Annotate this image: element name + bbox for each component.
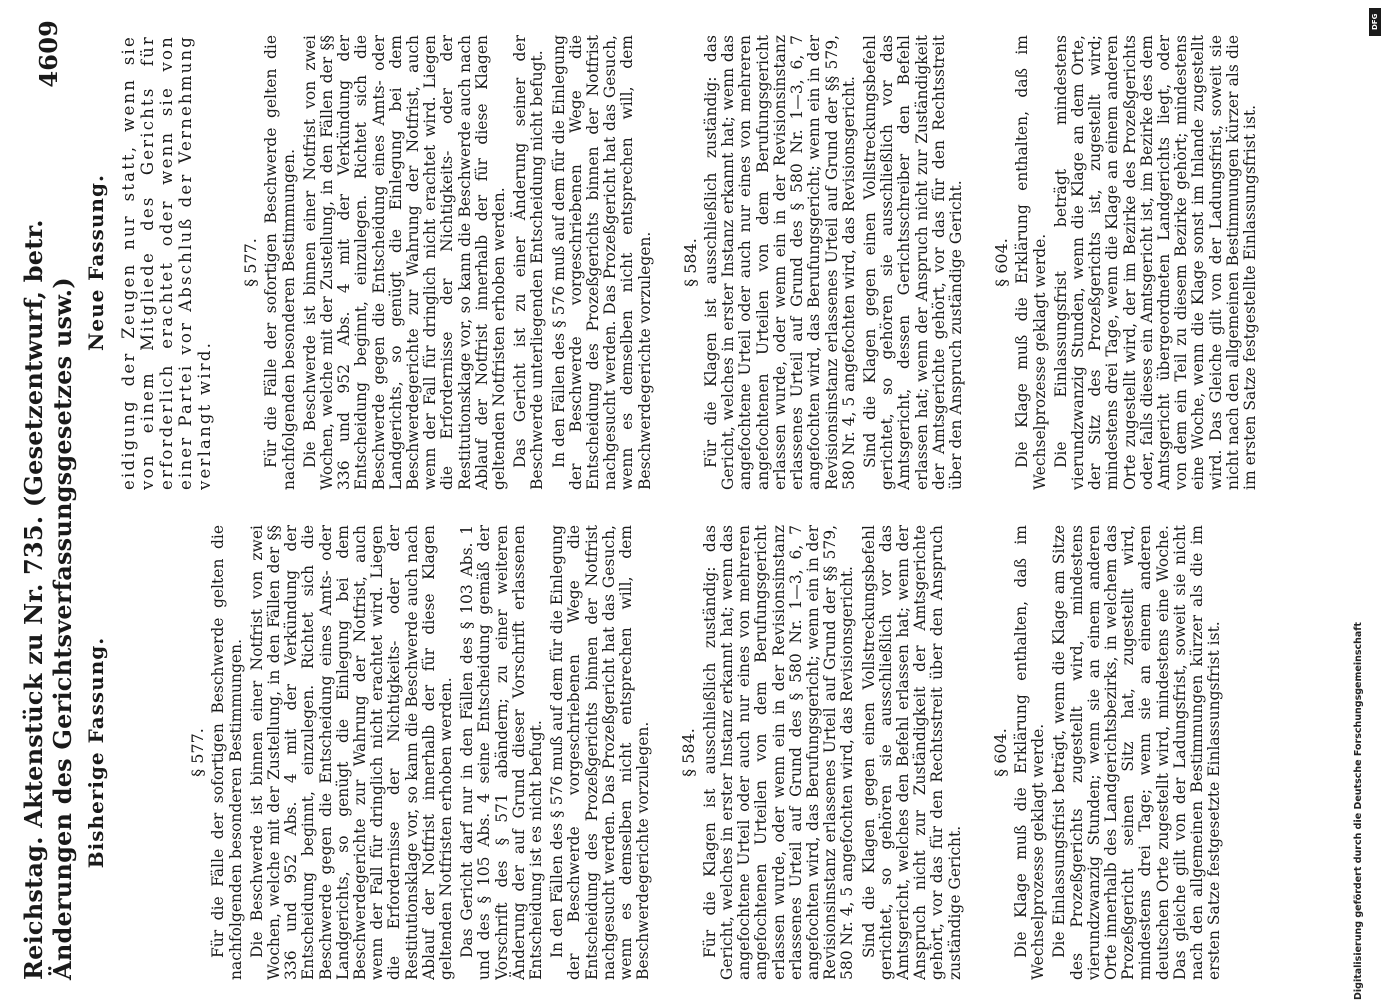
digitization-note-text: Digitalisierung gefördert durch die Deutsche Forschungsgemeinschaft	[1353, 622, 1364, 1000]
column-new-version	[82, 35, 1312, 490]
section-577-para-2: Die Beschwerde ist binnen einer Notfrist von zwei Wochen, welche mit der Zustellung, in den Fällen der §§ 336 und 952 Abs. 4 mit der Verkündung der Entscheidung beginnt, einzulegen. Richtet sich die Beschwerde gegen die Entscheidung eines Amts- oder Landgerichts, so genügt die Einlegung bei dem Beschwerdegerichte zur Wahrung der Notfrist, auch wenn der Fall für dringlich nicht erachtet wird. Liegen die Erfordernisse der Nichtigkeits- oder der Restitutionsklage vor, so kann die Beschwerde auch nach Ablauf der Notfrist innerhalb der für diese Klagen geltenden Notfristen erhoben werden.	[300, 35, 509, 490]
dfg-logo: DFG	[1369, 8, 1381, 36]
section-584-para-1: Für die Klagen ist ausschließlich zuständig: das Gericht, welches in erster Instanz erkannt hat; wenn das angefochtene Urteil oder auch nur eines von mehreren angefochtenen Urteilen von dem Berufungsgericht erlassen wurde, oder wenn ein in der Revisionsinstanz erlassenes Urteil auf Grund des § 580 Nr. 1—3, 6, 7 angefochten wird, das Berufungsgericht; wenn ein in der Revisionsinstanz erlassenes Urteil auf Grund der §§ 579, 580 Nr. 4, 5 angefochten wird, das Revisionsgericht.	[700, 525, 857, 980]
section-577-para-2: Die Beschwerde ist binnen einer Notfrist von zwei Wochen, welche mit der Zustellung, in den Fällen der §§ 336 und 952 Abs. 4 mit der Verkündung der Entscheidung beginnt, einzulegen. Richtet sich die Beschwerde gegen die Entscheidung eines Amts- oder Landgerichts, so genügt die Einlegung bei dem Beschwerdegerichte zur Wahrung der Notfrist, auch wenn der Fall für dringlich nicht erachtet wird. Liegen die Erfordernisse der Nichtigkeits- oder der Restitutionsklage vor, so kann die Beschwerde auch nach Ablauf der Notfrist innerhalb der für diese Klagen geltenden Notfristen erhoben werden.	[247, 525, 456, 980]
section-604-para-2: Die Einlassungsfrist beträgt, wenn die Klage am Sitze des Prozeßgerichts zugestellt wird, mindestens vierundzwanzig Stunden; wenn sie an einem anderen Orte innerhalb des Landgerichtsbezirks, in welchem das Prozeßgericht seinen Sitz hat, zugestellt wird, mindestens drei Tage; wenn sie an einem anderen deutschen Orte zugestellt wird, mindestens eine Woche. Das gleiche gilt von der Ladungsfrist, soweit sie nicht nach den allgemeinen Bestimmungen kürzer als die im ersten Satze festgesetzte Einlassungsfrist ist.	[1050, 525, 1224, 980]
section-577-para-4: In den Fällen des § 576 muß auf dem für die Einlegung der Beschwerde vorgeschriebenen Wege die Entscheidung des Prozeßgerichts binnen der Notfrist nachgesucht werden. Das Prozeßgericht hat das Gesuch, wenn es demselben nicht entsprechen will, dem Beschwerdegerichte vorzulegen.	[549, 35, 654, 490]
header-title: Reichstag. Aktenstück zu Nr. 735. (Gesetzentwurf, betr. Änderungen des Gerichtsverfassungsgesetzes usw.)	[19, 219, 77, 980]
section-577-label: § 577.	[188, 728, 208, 777]
section-577-para-4: In den Fällen des § 576 muß auf dem für die Einlegung der Beschwerde vorgeschriebenen Wege die Entscheidung des Prozeßgerichts binnen der Notfrist nachgesucht werden. Das Prozeßgericht hat das Gesuch, wenn es demselben nicht entsprechen will, dem Beschwerdegerichte vorzulegen.	[548, 525, 653, 980]
section-604-label: § 604.	[992, 238, 1012, 287]
section-577-label: § 577.	[241, 238, 261, 287]
section-577-para-1: Für die Fälle der sofortigen Beschwerde gelten die nachfolgenden besonderen Bestimmungen.	[209, 525, 245, 980]
section-604-para-2: Die Einlassungsfrist beträgt mindestens vierundzwanzig Stunden, wenn die Klage an dem Orte, der Sitz des Prozeßgerichts ist, zugestellt wird; mindestens drei Tage, wenn die Klage an einem anderen Orte zugestellt wird, der im Bezirke des Prozeßgerichts oder, falls dieses ein Amtsgericht ist, im Bezirke des dem Amtsgericht übergeordneten Landgerichts liegt, oder von dem ein Teil zu diesem Bezirke gehört; mindestens eine Woche, wenn die Klage sonst im Inlande zugestellt wird. Das Gleiche gilt von der Ladungsfrist, soweit sie nicht nach den allgemeinen Bestimmungen kürzer als die im ersten Satze festgestellte Einlassungsfrist ist.	[1051, 35, 1259, 490]
section-577-para-3: Das Gericht ist zu einer Änderung seiner der Beschwerde unterliegenden Entscheidung nicht befugt.	[511, 35, 547, 490]
document-page	[20, 20, 1320, 980]
section-577-para-3: Das Gericht darf nur in den Fällen des § 103 Abs. 1 und des § 105 Abs. 4 seine Entscheidung gemäß der Vorschrift des § 571 abändern; zu einer weiteren Änderung der auf Grund dieser Vorschrift erlassenen Entscheidung ist es nicht befugt.	[458, 525, 546, 980]
section-577-para-1: Für die Fälle der sofortigen Beschwerde gelten die nachfolgenden besonderen Bestimmungen.	[262, 35, 298, 490]
section-584-label: § 584.	[679, 728, 699, 777]
section-604-para-1: Die Klage muß die Erklärung enthalten, daß im Wechselprozesse geklagt werde.	[1013, 35, 1049, 490]
section-604-label: § 604.	[990, 728, 1010, 777]
section-584-para-2: Sind die Klagen gegen einen Vollstreckungsbefehl gerichtet, so gehören sie ausschließlich vor das Amtsgericht, dessen Gerichtsschreiber den Befehl erlassen hat; wenn der Anspruch nicht zur Zuständigkeit der Amtsgerichte gehört, vor das für den Rechtsstreit über den Anspruch zuständige Gericht.	[860, 35, 965, 490]
intro-text: eidigung der Zeugen nur statt, wenn sie von einem Mitgliede des Gerichts für erforderlich erachtet oder wenn sie von einer Partei vor Abschluß der Vernehmung verlangt wird.	[119, 35, 215, 490]
page-header	[19, 20, 77, 980]
column-title-new: Neue Fassung.	[84, 174, 108, 351]
column-title-previous: Bisherige Fassung.	[84, 636, 108, 869]
section-604-para-1: Die Klage muß die Erklärung enthalten, daß im Wechselprozesse geklagt werde.	[1011, 525, 1048, 980]
section-584-label: § 584.	[680, 238, 700, 287]
column-previous-version	[82, 525, 1312, 980]
section-584-para-1: Für die Klagen ist ausschließlich zuständig: das Gericht, welches in erster Instanz erkannt hat; wenn das angefochtene Urteil oder auch nur eines von mehreren angefochtenen Urteilen von dem Berufungsgericht erlassen wurde, oder wenn ein in der Revisionsinstanz erlassenes Urteil auf Grund des § 580 Nr. 1—3, 6, 7 angefochten wird, das Berufungsgericht; wenn ein in der Revisionsinstanz erlassenes Urteil auf Grund der §§ 579, 580 Nr. 4, 5 angefochten wird, das Revisionsgericht.	[702, 35, 858, 490]
page-number: 4609	[33, 20, 63, 88]
digitization-note	[1346, 20, 1376, 1000]
section-584-para-2: Sind die Klagen gegen einen Vollstreckungsbefehl gerichtet, so gehören sie ausschließlich vor das Amtsgericht, welches den Befehl erlassen hat; wenn der Anspruch nicht zur Zuständigkeit der Amtsgerichte gehört, vor das für den Rechtsstreit über den Anspruch zuständige Gericht.	[859, 525, 964, 980]
